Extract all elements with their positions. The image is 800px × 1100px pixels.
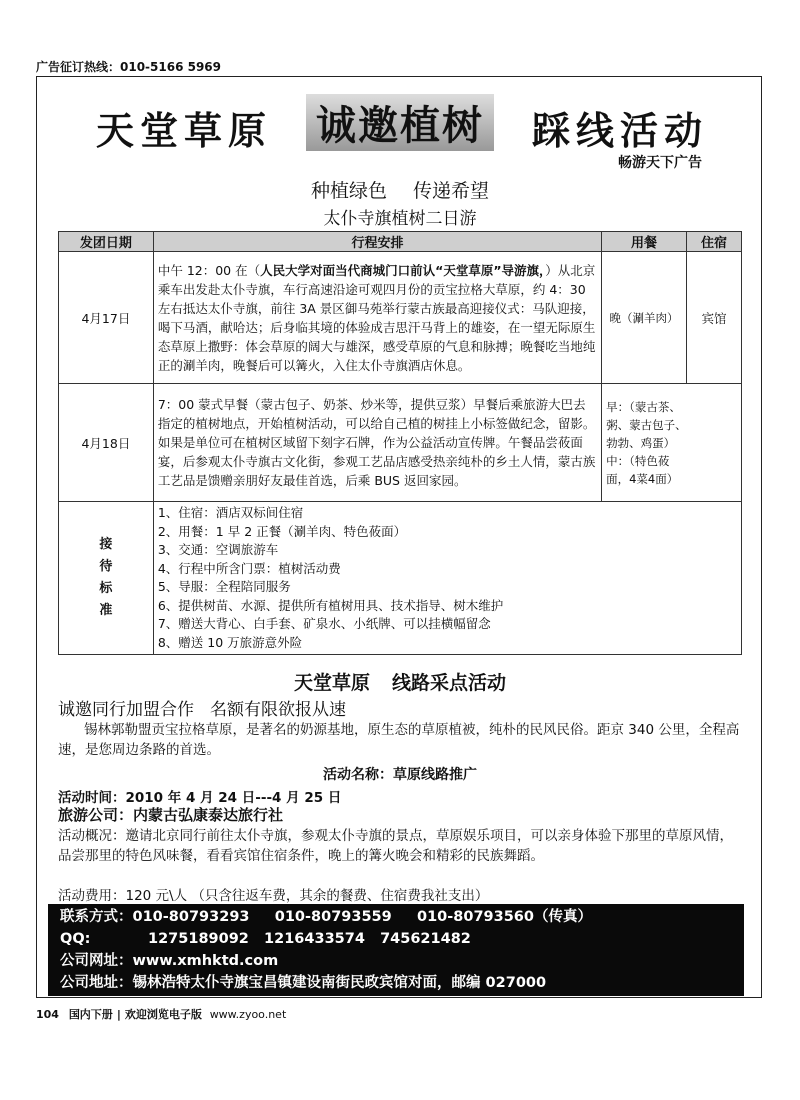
activity-cost: 活动费用：120 元\人 （只含往返车费，其余的餐费、住宿费我社支出） bbox=[58, 888, 489, 904]
slogan-part1: 种植绿色 bbox=[310, 180, 387, 202]
day1-plan-body: ）从北京乘车出发赴太仆寺旗，车行高速沿途可观四月份的贡宝拉格大草原，约 4：30 左右抵达太仆寺旗，前往 3A 景区御马苑举行蒙古族最高迎接仪式：马队迎接，喝下马酒，献哈达；后身临其境的体验成吉思汗马背上的雄姿，在一望无际原生态草原上撒野：体会草原的阔大与雄深，感受草原的气息和脉搏；晚餐吃当地纯正的涮羊肉，晚餐后可以篝火，入住太仆寺旗酒店休息。 bbox=[157, 262, 596, 373]
activity-overview: 活动概况：邀请北京同行前往太仆寺旗，参观太仆寺旗的景点，草原娱乐项目，可以亲身体验下那里的草原风情，品尝那里的特色风味餐，看看宾馆住宿条件，晚上的篝火晚会和精彩的民族舞蹈。 bbox=[58, 828, 733, 864]
day2-date: 4月18日 bbox=[59, 384, 154, 502]
invite-part2: 名额有限欲报从速 bbox=[210, 700, 346, 720]
headline-part1: 天堂草原 bbox=[96, 108, 273, 153]
table-row-standards bbox=[59, 502, 742, 655]
section2-invite bbox=[58, 695, 346, 720]
day1-stay: 宾馆 bbox=[687, 252, 742, 384]
standards-item: 5、导服：全程陪同服务 bbox=[157, 579, 291, 594]
standards-label-char1: 接 bbox=[99, 537, 113, 552]
table-row-day1 bbox=[59, 252, 742, 384]
tour-subtitle: 太仆寺旗植树二日游 bbox=[323, 209, 477, 229]
phones-value: 010-80793293 010-80793559 010-80793560（传真） bbox=[132, 909, 592, 925]
day1-plan bbox=[153, 252, 601, 384]
day1-plan-lead: 中午 12：00 在（ bbox=[157, 262, 261, 278]
day2-meal-lunch: 中：（特色莜面，4菜4面） bbox=[606, 453, 679, 486]
contact-address bbox=[60, 972, 546, 994]
standards-label-char2: 待 bbox=[99, 559, 113, 574]
standards-item: 2、用餐：1 早 2 正餐（涮羊肉、特色莜面） bbox=[157, 523, 407, 539]
headline bbox=[48, 94, 748, 153]
standards-item: 8、赠送 10 万旅游意外险 bbox=[157, 634, 303, 650]
standards-list bbox=[153, 502, 741, 655]
day1-plan-meeting-point: 人民大学对面当代商城门口前认“天堂草原”导游旗， bbox=[260, 262, 546, 278]
slogan bbox=[0, 176, 800, 203]
standards-item: 7、赠送大背心、白手套、矿泉水、小纸牌、可以挂横幅留念 bbox=[157, 616, 491, 631]
itinerary-table bbox=[58, 231, 742, 655]
page-number: 104 bbox=[36, 1008, 59, 1021]
activity-name: 活动名称：草原线路推广 bbox=[323, 767, 477, 783]
standards-item: 6、提供树苗、水源、提供所有植树用具、技术指导、树木维护 bbox=[157, 597, 504, 613]
section2-title-part1: 天堂草原 bbox=[293, 672, 370, 694]
page-footer: 104 国内下册 | 欢迎浏览电子版 www.zyoo.net bbox=[36, 1008, 287, 1021]
standards-item: 3、交通：空调旅游车 bbox=[157, 542, 279, 557]
addr-value: 锡林浩特太仆寺旗宝昌镇建设南街民政宾馆对面，邮编 027000 bbox=[132, 975, 547, 991]
table-header-row bbox=[59, 232, 742, 252]
footer-url: www.zyoo.net bbox=[209, 1008, 287, 1021]
web-value: www.xmhktd.com bbox=[132, 953, 279, 969]
standards-label-char3: 标 bbox=[99, 581, 113, 596]
contact-box bbox=[48, 904, 744, 996]
table-row-day2 bbox=[59, 384, 742, 502]
standards-label-char4: 准 bbox=[99, 603, 113, 618]
header-plan: 行程安排 bbox=[153, 232, 601, 252]
contact-qq bbox=[60, 928, 471, 950]
qq-label: QQ: bbox=[60, 931, 91, 947]
header-stay: 住宿 bbox=[687, 232, 742, 252]
slogan-part2: 传递希望 bbox=[413, 180, 490, 202]
day2-meal bbox=[602, 384, 742, 502]
header-meal: 用餐 bbox=[602, 232, 687, 252]
invite-part1: 诚邀同行加盟合作 bbox=[58, 700, 194, 720]
standards-item: 4、行程中所含门票：植树活动费 bbox=[157, 560, 341, 576]
day2-meal-breakfast: 早：（蒙古茶、粥、蒙古包子、勃勃、鸡蛋） bbox=[606, 399, 687, 450]
activity-time: 活动时间：2010 年 4 月 24 日---4 月 25 日 bbox=[58, 790, 342, 806]
header-date: 发团日期 bbox=[59, 232, 154, 252]
ad-tag: 畅游天下广告 bbox=[618, 155, 702, 171]
phones-label: 联系方式： bbox=[60, 909, 133, 925]
contact-website bbox=[60, 950, 278, 972]
travel-agency: 旅游公司：内蒙古弘康泰达旅行社 bbox=[58, 806, 284, 824]
standards-label bbox=[59, 502, 154, 655]
headline-part2: 诚邀植树 bbox=[306, 94, 494, 151]
day1-meal: 晚（涮羊肉） bbox=[602, 252, 687, 384]
standards-item: 1、住宿：酒店双标间住宿 bbox=[157, 505, 304, 520]
footer-text: 欢迎浏览电子版 bbox=[124, 1008, 202, 1021]
contact-phones bbox=[60, 906, 592, 928]
qq-value: 1275189092 1216433574 745621482 bbox=[148, 931, 471, 947]
ad-hotline: 广告征订热线：010-5166 5969 bbox=[36, 60, 222, 74]
section2-title bbox=[0, 668, 800, 695]
section2-intro: 锡林郭勒盟贡宝拉格草原，是著名的奶源基地，原生态的草原植被，纯朴的民风民俗。距京 340 公里，全程高速，是您周边条路的首选。 bbox=[58, 722, 740, 758]
day2-plan: 7：00 蒙式早餐（蒙古包子、奶茶、炒米等，提供豆浆）早餐后乘旅游大巴去指定的植树地点，开始植树活动，可以给自己植的树挂上小标签做纪念，留影。如果是单位可在植树区域留下刻字石牌，作为公益活动宣传牌。午餐品尝莜面宴，后参观太仆寺旗古文化街，参观工艺品店感受热亲纯朴的乡土人情，蒙古族工艺品是馈赠亲朋好友最佳首选，后乘 BUS 返回家园。 bbox=[153, 384, 601, 502]
section2-title-part2: 线路采点活动 bbox=[392, 672, 507, 694]
day1-date: 4月17日 bbox=[59, 252, 154, 384]
headline-part3: 踩线活动 bbox=[532, 108, 709, 153]
addr-label: 公司地址： bbox=[60, 975, 133, 991]
web-label: 公司网址： bbox=[60, 953, 133, 969]
footer-section: 国内下册 bbox=[68, 1008, 113, 1021]
